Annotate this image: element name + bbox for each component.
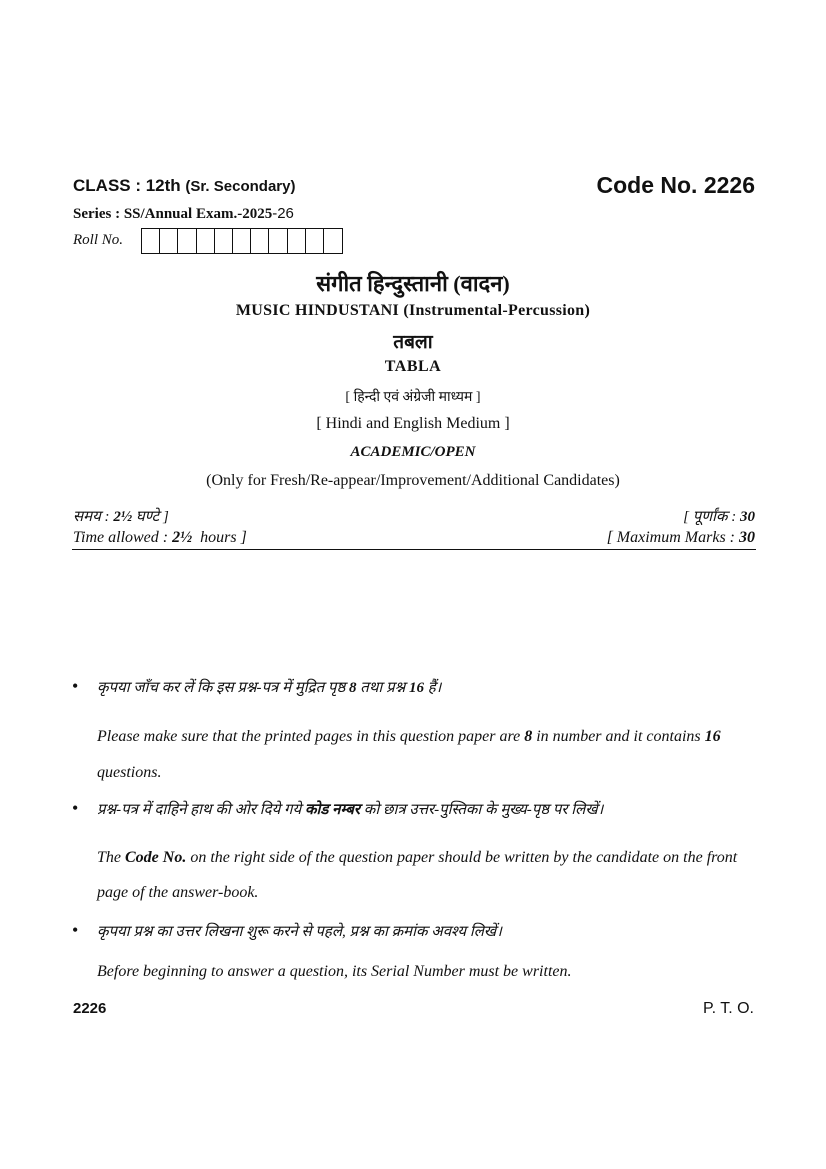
instruction-bold: 8 [524, 728, 533, 745]
roll-box[interactable] [288, 229, 306, 253]
series-label: Series : SS/Annual Exam.-2025 [73, 206, 273, 222]
roll-number-label: Roll No. [73, 232, 124, 248]
roll-box[interactable] [306, 229, 324, 253]
roll-number-boxes[interactable] [141, 228, 343, 254]
code-number: Code No. 2226 [596, 172, 755, 198]
instruction-2-english [97, 840, 755, 910]
marks-english-label: [ Maximum Marks : [606, 529, 739, 546]
max-marks-hindi [683, 506, 755, 526]
subject-title-english: MUSIC HINDUSTANI (Instrumental-Percussion) [235, 302, 591, 319]
instruction-text: Please make sure that the printed pages in this question paper are [97, 728, 525, 745]
roll-box[interactable] [269, 229, 287, 253]
instruction-3-english: Before beginning to answer a question, its Serial Number must be written. [97, 963, 572, 980]
class-line [73, 176, 295, 196]
instruction-bold: Code No. [125, 849, 187, 866]
instrument-title-english: TABLA [384, 358, 442, 375]
instruction-3-hindi: कृपया प्रश्न का उत्तर लिखना शुरू करने से पहले, प्रश्न का क्रमांक अवश्य लिखें। [97, 924, 502, 940]
series-suffix: -26 [272, 205, 294, 222]
marks-hindi-value: 30 [740, 509, 755, 525]
time-allowed-hindi [73, 506, 169, 526]
roll-box[interactable] [142, 229, 160, 253]
instruction-text: तथा प्रश्न [356, 680, 409, 696]
instruction-bold: 8 [349, 680, 357, 696]
instruction-2-hindi [97, 799, 603, 819]
please-turn-over: P. T. O. [703, 1000, 754, 1017]
subject-title-hindi: संगीत हिन्दुस्तानी (वादन) [316, 271, 510, 296]
category-label: ACADEMIC/OPEN [350, 444, 476, 460]
roll-box[interactable] [160, 229, 178, 253]
instruction-bold: कोड नम्बर [304, 802, 361, 818]
instrument-title-hindi: तबला [393, 332, 433, 353]
instruction-1-english [97, 719, 755, 791]
instruction-text: questions. [97, 764, 162, 781]
time-english-value: 2½ [172, 529, 193, 546]
instruction-text: हैं। [423, 680, 442, 696]
instruction-text: on the right side of the question paper should be written by the candidate on the front page of the answer-book. [97, 849, 738, 901]
instruction-1-hindi [97, 677, 441, 697]
instruction-text: कृपया जाँच कर लें कि इस प्रश्न-पत्र में मुद्रित पृष्ठ [97, 680, 350, 696]
instruction-text: in number and it contains [532, 728, 705, 745]
medium-hindi: [ हिन्दी एवं अंग्रेजी माध्यम ] [345, 390, 481, 405]
roll-box[interactable] [233, 229, 251, 253]
candidates-note: (Only for Fresh/Re-appear/Improvement/Additional Candidates) [206, 472, 620, 489]
marks-hindi-label: [ पूर्णांक : [683, 509, 740, 525]
time-hindi-unit: घण्टे ] [132, 509, 169, 525]
max-marks-english [607, 529, 755, 547]
instruction-bold: 16 [408, 680, 424, 696]
class-note: (Sr. Secondary) [185, 178, 296, 195]
instruction-text: The [97, 849, 125, 866]
time-hindi-label: समय : [73, 509, 114, 525]
roll-box[interactable] [251, 229, 269, 253]
class-label: CLASS : 12th [73, 176, 181, 195]
footer-code-number: 2226 [73, 1000, 107, 1017]
instruction-text: को छात्र उत्तर-पुस्तिका के मुख्य-पृष्ठ पर लिखें। [360, 802, 604, 818]
time-allowed-english [73, 529, 247, 547]
time-english-label: Time allowed : [73, 529, 173, 546]
instruction-bold: 16 [704, 728, 721, 745]
bullet-icon: • [72, 798, 79, 818]
roll-box[interactable] [197, 229, 215, 253]
header-divider [72, 549, 756, 550]
bullet-icon: • [72, 676, 79, 696]
bullet-icon: • [72, 920, 79, 940]
instruction-text: प्रश्न-पत्र में दाहिने हाथ की ओर दिये गये [97, 802, 305, 818]
time-english-unit: hours ] [192, 529, 247, 546]
time-hindi-value: 2½ [113, 509, 133, 525]
roll-box[interactable] [215, 229, 233, 253]
series-line [73, 205, 294, 223]
roll-box[interactable] [178, 229, 196, 253]
roll-box[interactable] [324, 229, 342, 253]
marks-english-value: 30 [739, 529, 755, 546]
medium-english: [ Hindi and English Medium ] [316, 415, 510, 432]
